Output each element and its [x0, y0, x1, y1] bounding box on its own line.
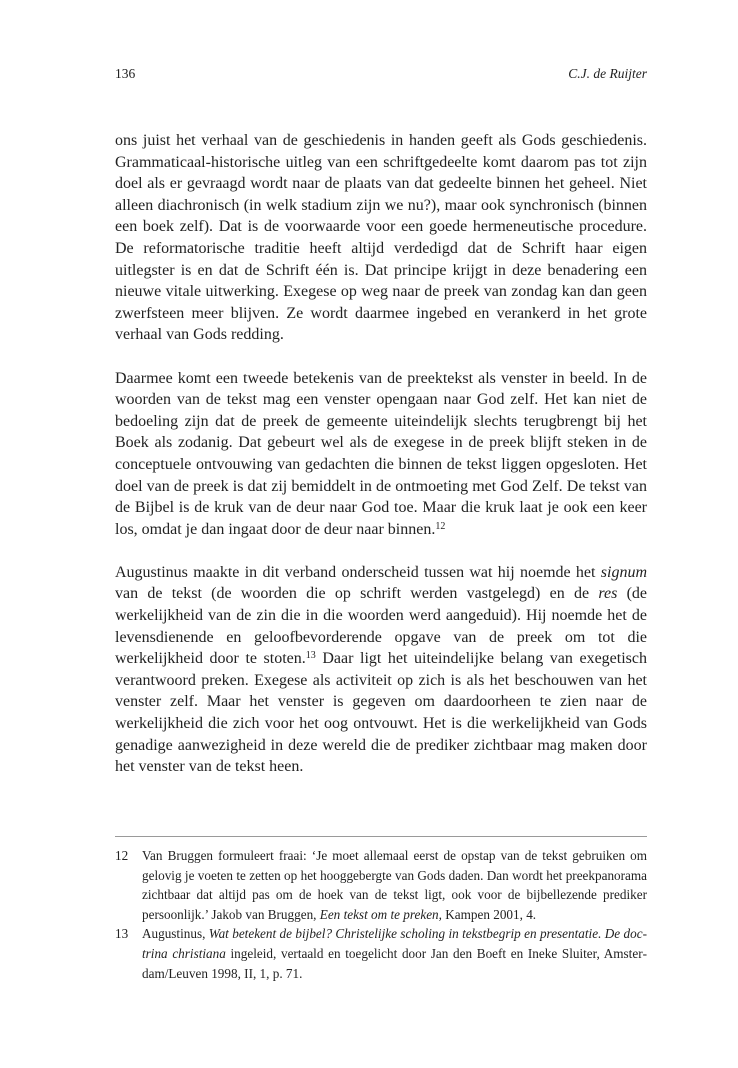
paragraph-1: ons juist het verhaal van de geschiedenis in handen geeft als Gods geschiedenis. Grammaticaal-historische uitleg van een schriftgedeelte komt daarom pas tot zijn doel als er gevraagd wordt naar de plaats van dat gedeelte binnen het geheel. Niet alleen diachronisch (in welk stadium zijn we nu?), maar ook synchronisch (binnen een boek zelf). Dat is de voorwaarde voor een goede hermeneutische procedure. De reformatorische traditie heeft altijd verdedigd dat de Schrift haar eigen uitlegster is en dat de Schrift één is. Dat principe krijgt in deze benadering een nieuwe vitale uitwerking. Exegese op weg naar de preek van zondag kan dan geen zwerfsteen meer blijven. Ze wordt daarmee ingebed en verankerd in het grote verhaal van Gods redding. — [115, 132, 647, 344]
footnote-text-b: ingeleid, vertaald en toegelicht door Jan den Boeft en Ineke Sluiter, Amsterdam/Leuven 1998, II, 1, p. 71. — [142, 945, 647, 981]
footnotes — [115, 846, 647, 983]
running-head-author: C.J. de Ruijter — [568, 66, 647, 81]
footnote-text-a: Augustinus, — [142, 926, 209, 942]
page-number: 136 — [115, 66, 136, 81]
paragraph-2 — [115, 368, 647, 541]
footnote-reference-12[interactable]: 12 — [435, 520, 446, 532]
footnote-text-b: Kampen 2001, 4. — [441, 906, 537, 922]
term-res: res — [598, 585, 618, 603]
term-signum: signum — [600, 563, 647, 581]
footnote-number: 13 — [115, 926, 129, 942]
footnote-reference-13[interactable]: 13 — [305, 650, 316, 662]
paragraph-3-text-c: (de werkelijkheid van de zin die in die woorden werd aangeduid). Hij noemde het de levensdienende en geloofbevorderende opgave van de preek om tot die werkelijkheid door te stoten. — [115, 585, 647, 668]
footnote-number: 12 — [115, 848, 129, 863]
footnote-text — [142, 846, 647, 924]
footnote-13 — [115, 924, 647, 983]
footnote-book-title: Een tekst om te preken, — [319, 906, 442, 922]
footnote-text — [142, 924, 647, 983]
running-head — [115, 66, 647, 86]
paragraph-3 — [115, 562, 647, 778]
footnote-book-title: Wat betekent de bijbel? Christelijke scholing in tekstbegrip en presentatie. De doctrina christiana — [142, 926, 647, 961]
body-text — [115, 130, 647, 778]
footnote-separator — [115, 836, 647, 837]
paragraph-3-text-b: van de tekst (de woorden die op schrift werden vastgelegd) en de — [115, 585, 599, 603]
footnote-text-a: Van Bruggen formuleert fraai: ‘Je moet allemaal eerst de opstap van de tekst gebruiken om gelovig je voeten te zetten op het hooggebergte van Gods daden. Dan wordt het preekpanorama zichtbaar dat altijd pas om de hoek van de tekst ligt, ook voor de bijbellezende prediker persoonlijk.’ Jakob van Bruggen, — [142, 848, 647, 922]
paragraph-2-text: Daarmee komt een tweede betekenis van de preektekst als venster in beeld. In de woorden van de tekst mag een venster opengaan naar God zelf. Het kan niet de bedoeling zijn dat de preek de gemeente uiteindelijk slechts terugbrengt bij het Boek als zodanig. Dat gebeurt wel als de exegese in de preek blijft steken in de conceptuele ontvouwing van gedachten die binnen de tekst liggen opgesloten. Het doel van de preek is dat zij bemiddelt in de ontmoeting met God Zelf. De tekst van de Bijbel is de kruk van de deur naar God toe. Maar die kruk laat je ook een keer los, omdat je dan ingaat door de deur naar binnen. — [115, 369, 647, 538]
paragraph-3-text-a: Augustinus maakte in dit verband onderscheid tussen wat hij noemde het — [115, 563, 601, 581]
paragraph-3-text-d: Daar ligt het uiteindelijke belang van exegetisch verantwoord preken. Exegese als activiteit op zich is als het beschouwen van het venster zelf. Maar het venster is gegeven om daardoorheen te zien naar de werkelijkheid die zich voor het oog ontvouwt. Het is die werkelijkheid van Gods genadige aanwezigheid in deze wereld die de prediker zichtbaar mag maken door het venster van de tekst heen. — [115, 650, 648, 776]
footnote-12 — [115, 846, 647, 924]
